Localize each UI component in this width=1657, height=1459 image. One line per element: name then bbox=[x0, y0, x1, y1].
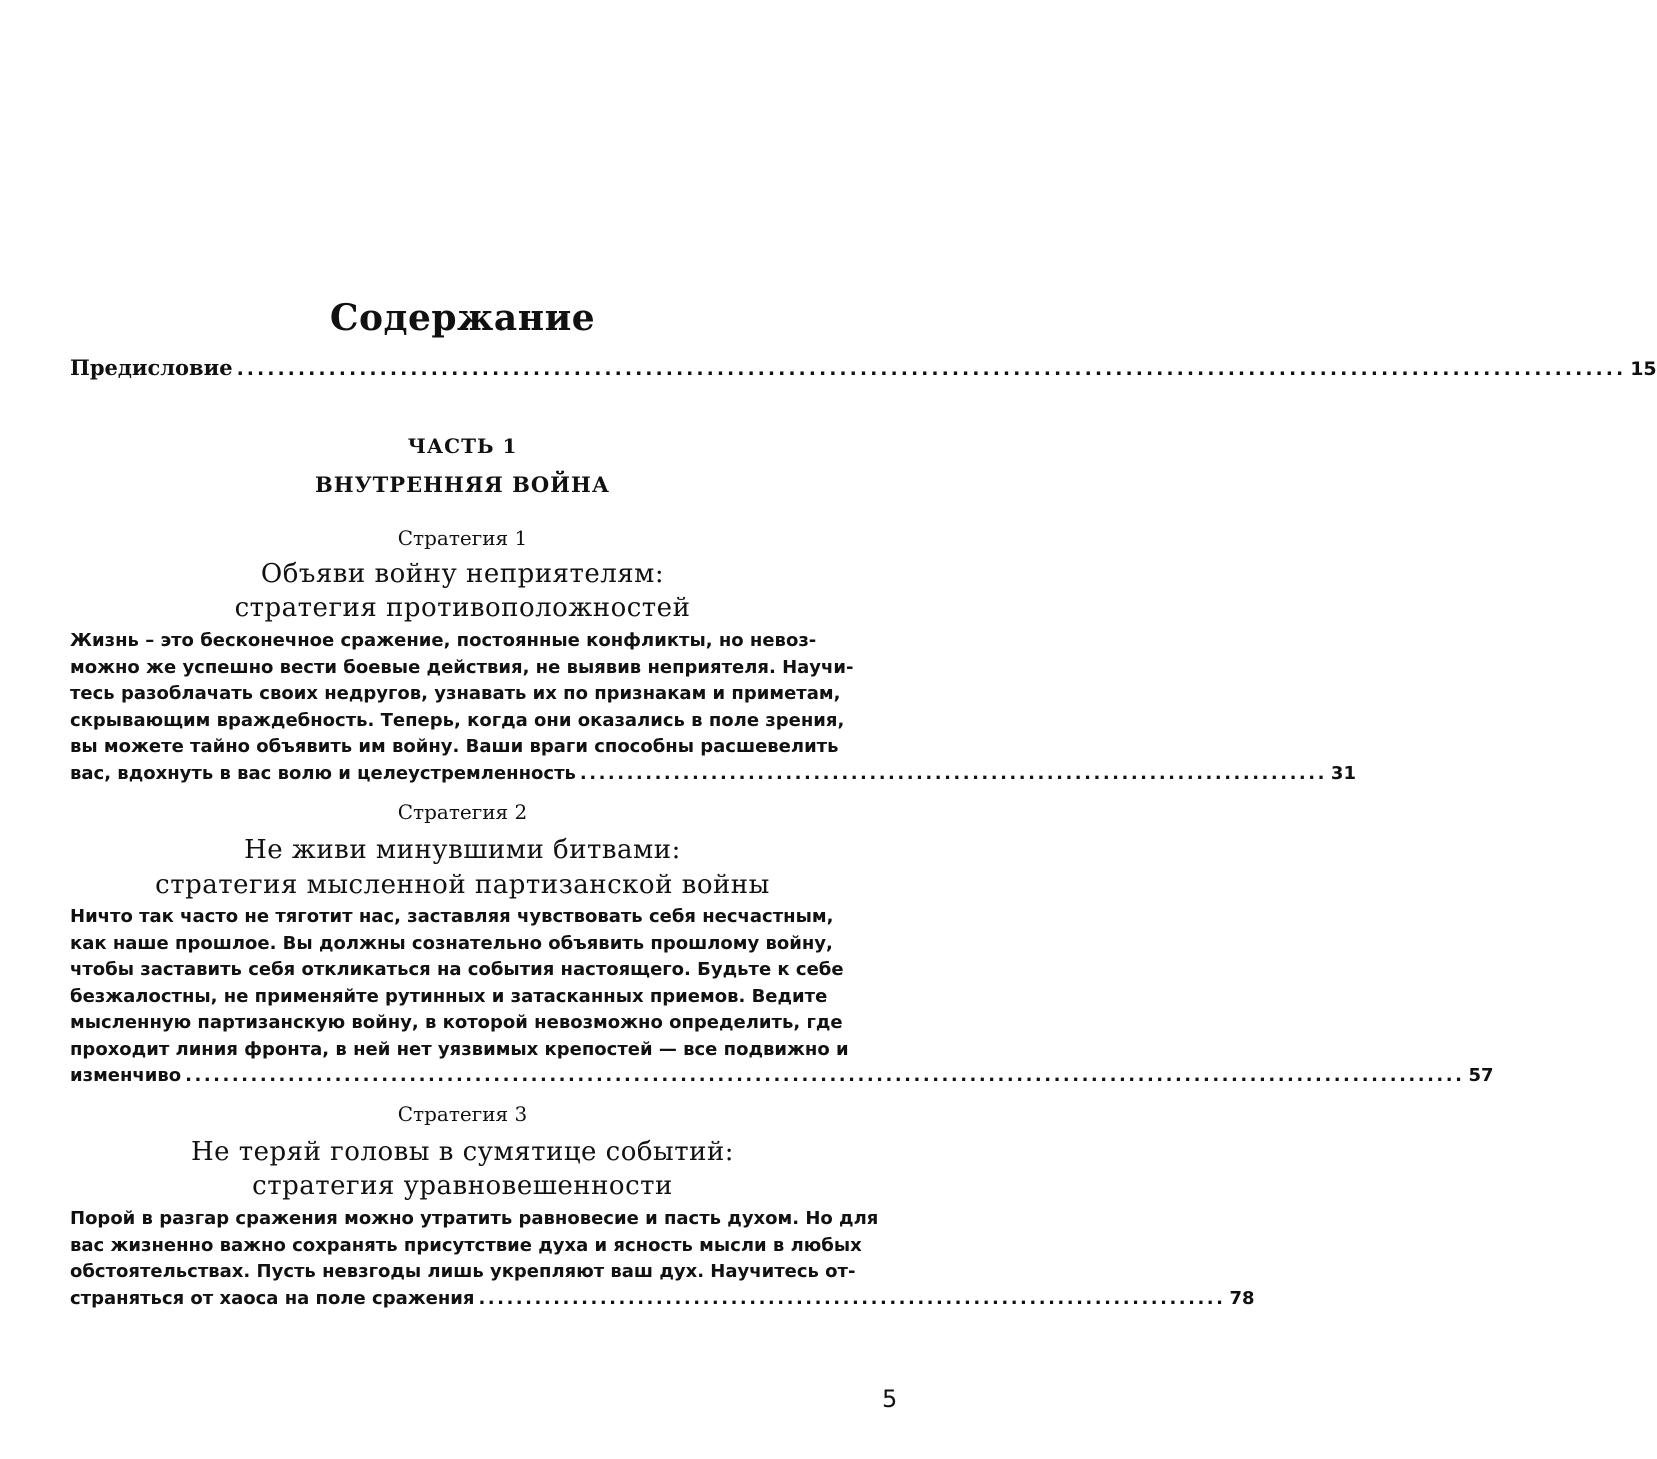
description-line: Порой в разгар сражения можно утратить равновесие и пасть духом. Но для bbox=[70, 1208, 879, 1229]
description-line-text: вас, вдохнуть в вас волю и целеустремленность bbox=[70, 762, 576, 784]
part-number: ЧАСТЬ 1 bbox=[407, 434, 518, 458]
description-line: вас жизненно важно сохранять присутствие духа и ясность мысли в любых bbox=[70, 1234, 862, 1256]
description-last-line bbox=[70, 761, 1356, 788]
description-line: скрывающим враждебность. Теперь, когда они оказались в поле зрения, bbox=[70, 709, 845, 731]
description-line: Ничто так часто не тяготит нас, заставляя чувствовать себя несчастным, bbox=[70, 906, 834, 927]
strategy-label: Стратегия 1 bbox=[397, 526, 528, 550]
toc-entry-label: Предисловие bbox=[70, 355, 233, 380]
toc-page-number: 57 bbox=[1468, 1065, 1494, 1086]
description-line: можно же успешно вести боевые действия, не выявив неприятеля. Научи- bbox=[70, 656, 854, 678]
toc-page-number: 31 bbox=[1330, 762, 1356, 784]
strategy-label: Стратегия 3 bbox=[397, 1102, 528, 1126]
strategy-title-line: стратегия противоположностей bbox=[234, 593, 691, 623]
strategy-title-line: Объяви войну неприятелям: bbox=[260, 559, 665, 589]
description-line: вы можете тайно объявить им войну. Ваши враги способны расшевелить bbox=[70, 736, 839, 757]
strategy-description[interactable] bbox=[70, 904, 1494, 1090]
strategy-description[interactable] bbox=[70, 628, 1356, 787]
strategy-description[interactable] bbox=[70, 1206, 1255, 1312]
description-line: тесь разоблачать своих недругов, узнавать их по признакам и приметам, bbox=[70, 683, 841, 704]
description-line-text: страняться от хаоса на поле сражения bbox=[70, 1287, 475, 1309]
leader-dots: ................................................................................ bbox=[579, 762, 1327, 784]
description-last-line bbox=[70, 1063, 1494, 1090]
description-line: безжалостны, не применяйте рутинных и затасканных приемов. Ведите bbox=[70, 985, 828, 1007]
part-title: ВНУТРЕННЯЯ ВОЙНА bbox=[315, 472, 610, 497]
description-line: обстоятельствах. Пусть невзгоды лишь укрепляют ваш дух. Научитесь от- bbox=[70, 1261, 856, 1282]
strategy-label: Стратегия 2 bbox=[397, 800, 528, 824]
description-line: проходит линия фронта, в ней нет уязвимых крепостей — все подвижно и bbox=[70, 1038, 849, 1060]
leader-dots: ......................................................................................................................................... bbox=[185, 1065, 1465, 1086]
toc-entry-preface[interactable] bbox=[70, 355, 1657, 382]
strategy-title-line: стратегия уравновешенности bbox=[252, 1171, 673, 1201]
toc-page-number: 15 bbox=[1630, 358, 1657, 380]
page-number: 5 bbox=[882, 1385, 898, 1413]
page-title: Содержание bbox=[329, 297, 596, 339]
description-line: мысленную партизанскую войну, в которой невозможно определить, где bbox=[70, 1012, 843, 1033]
description-line: как наше прошлое. Вы должны сознательно объявить прошлому войну, bbox=[70, 932, 833, 954]
description-line: чтобы заставить себя откликаться на события настоящего. Будьте к себе bbox=[70, 959, 844, 980]
toc-page-number: 78 bbox=[1229, 1287, 1255, 1309]
description-line: Жизнь – это бесконечное сражение, постоянные конфликты, но невоз- bbox=[70, 630, 817, 651]
leader-dots: ........................................................................................................................................ bbox=[236, 358, 1627, 380]
strategy-title-line: Не теряй головы в сумятице событий: bbox=[190, 1137, 735, 1167]
description-line-text: изменчиво bbox=[70, 1065, 182, 1086]
strategy-title-line: Не живи минувшими битвами: bbox=[244, 835, 681, 865]
strategy-title-line: стратегия мысленной партизанской войны bbox=[155, 870, 770, 900]
leader-dots: ................................................................................ bbox=[478, 1287, 1226, 1309]
description-last-line bbox=[70, 1286, 1255, 1313]
